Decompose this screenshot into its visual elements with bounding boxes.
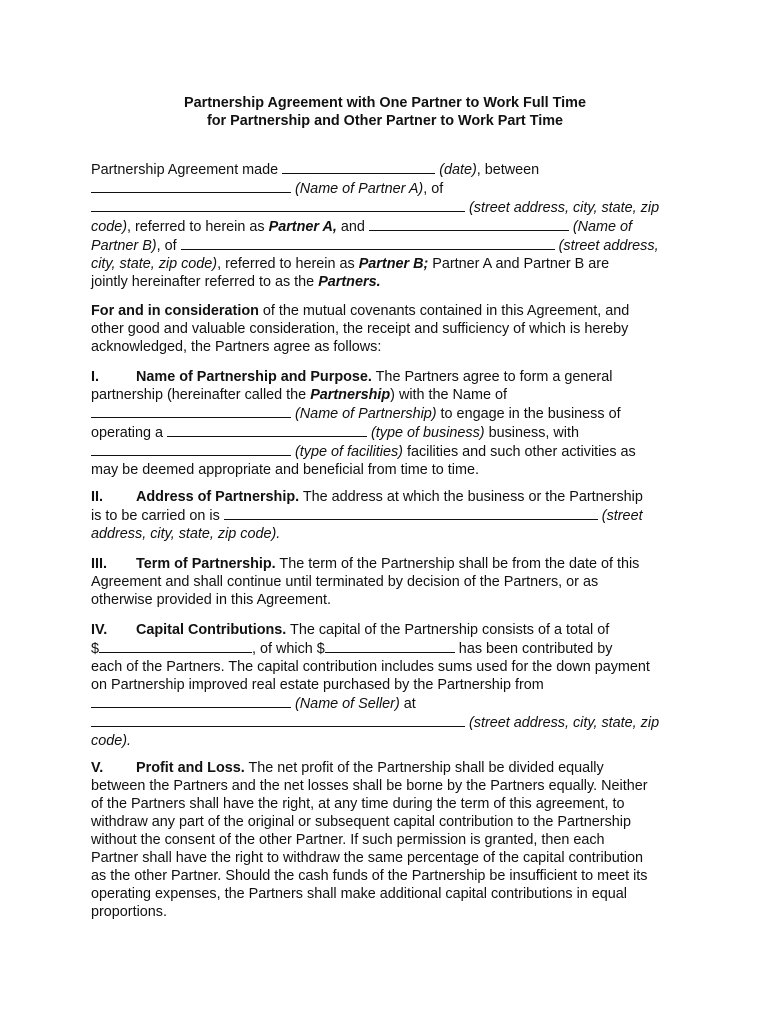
section-heading: Term of Partnership. [136,556,276,572]
partner-a-name-blank[interactable] [91,179,291,193]
business-address-label: address, city, state, zip code). [91,526,281,542]
consideration-lead: For and in consideration [91,303,259,319]
intro-text: , referred to herein as [127,219,269,235]
facilities-type-label: (type of facilities) [295,444,403,460]
document-title [0,94,770,130]
paragraph-text: between the Partners and the net losses shall be borne by the Partners equally. Neither [91,778,648,794]
seller-address-blank[interactable] [91,713,465,727]
paragraph-text: ) with the Name of [390,387,507,403]
paragraph-text: partnership (hereinafter called the [91,387,311,403]
section-number: IV. [91,622,108,638]
date-label: (date) [439,162,477,178]
intro-text: , of [156,238,181,254]
paragraph-text: operating expenses, the Partners shall make additional capital contributions in equal [91,886,627,902]
section-number: III. [91,556,107,572]
partner-a-address-blank[interactable] [91,198,465,212]
facilities-type-blank[interactable] [91,442,291,456]
paragraph-text: proportions. [91,904,167,920]
section-number: I. [91,369,99,385]
paragraph-text: of the Partners shall have the right, at any time during the term of this agreement, to [91,796,625,812]
paragraph-text: other good and valuable consideration, the receipt and sufficiency of which is hereby [91,321,629,337]
paragraph-text: The net profit of the Partnership shall be divided equally [244,760,604,776]
paragraph-text: Agreement and shall continue until terminated by decision of the Partners, or as [91,574,599,590]
dollar-sign: $ [91,641,100,657]
partner-a-term: Partner A, [268,219,337,235]
date-blank[interactable] [282,160,435,174]
paragraph-text: without the consent of the other Partner. If such permission is granted, then each [91,832,605,848]
paragraph-text: as the other Partner. Should the cash funds of the Partnership be insufficient to meet its [91,868,648,884]
seller-name-blank[interactable] [91,694,291,708]
section-heading: Capital Contributions. [136,622,287,638]
intro-paragraph [91,160,681,291]
partner-b-name-blank[interactable] [369,217,569,231]
consideration-paragraph [91,302,681,356]
paragraph-text: may be deemed appropriate and beneficial from time to time. [91,462,479,478]
section-4 [91,621,681,750]
contribution-amount-blank[interactable] [325,639,455,653]
paragraph-text: on Partnership improved real estate purchased by the Partnership from [91,677,544,693]
paragraph-text: each of the Partners. The capital contribution includes sums used for the down payment [91,659,650,675]
paragraph-text: The term of the Partnership shall be from the date of this [275,556,640,572]
partner-b-name-label: Partner B) [91,238,157,254]
intro-text: and [336,219,369,235]
partner-a-address-label: (street address, city, state, zip [469,200,660,216]
intro-text: Partnership Agreement made [91,162,283,178]
partnership-name-label: (Name of Partnership) [295,406,437,422]
section-number: II. [91,489,103,505]
intro-text: , between [476,162,540,178]
seller-name-label: (Name of Seller) [295,696,400,712]
section-heading: Name of Partnership and Purpose. [136,369,372,385]
seller-address-label: (street address, city, state, zip [469,715,660,731]
section-3 [91,555,681,609]
paragraph-text: has been contributed by [454,641,613,657]
section-1 [91,368,681,479]
section-heading: Profit and Loss. [136,760,245,776]
paragraph-text: is to be carried on is [91,508,224,524]
intro-text: , of [423,181,444,197]
section-5 [91,759,681,921]
partner-b-term: Partner B; [358,256,429,272]
section-2 [91,488,681,543]
paragraph-text: at [399,696,416,712]
paragraph-text: withdraw any part of the original or subsequent capital contribution to the Partnership [91,814,631,830]
paragraph-text: Partner shall have the right to withdraw the same percentage of the capital contribution [91,850,643,866]
partner-b-address-label: (street address, [558,238,659,254]
paragraph-text: of the mutual covenants contained in this Agreement, and [258,303,630,319]
partner-a-address-label: code) [91,219,127,235]
intro-text: Partner A and Partner B are [428,256,610,272]
business-type-label: (type of business) [371,425,485,441]
paragraph-text: operating a [91,425,168,441]
section-heading: Address of Partnership. [136,489,300,505]
partner-b-name-label: (Name of [572,219,633,235]
seller-address-label: code). [91,733,131,749]
partner-a-name-label: (Name of Partner A) [295,181,424,197]
title-line-1: Partnership Agreement with One Partner to Work Full Time [184,95,586,111]
business-address-label: (street [601,508,643,524]
partners-term: Partners. [318,274,381,290]
paragraph-text: to engage in the business of [436,406,621,422]
business-type-blank[interactable] [167,423,367,437]
paragraph-text: facilities and such other activities as [402,444,636,460]
paragraph-text: otherwise provided in this Agreement. [91,592,331,608]
total-capital-blank[interactable] [99,639,252,653]
partner-b-address-blank[interactable] [181,236,555,250]
paragraph-text: The Partners agree to form a general [371,369,613,385]
title-line-2: for Partnership and Other Partner to Work Part Time [206,113,564,129]
intro-text: , referred to herein as [217,256,359,272]
paragraph-text: business, with [484,425,579,441]
section-number: V. [91,760,104,776]
partnership-name-blank[interactable] [91,404,291,418]
paragraph-text: , of which $ [252,641,325,657]
partnership-term: Partnership [310,387,391,403]
partner-b-address-label: city, state, zip code) [91,256,218,272]
paragraph-text: The address at which the business or the Partnership [299,489,643,505]
business-address-blank[interactable] [224,506,598,520]
intro-text: jointly hereinafter referred to as the [91,274,319,290]
paragraph-text: The capital of the Partnership consists of a total of [286,622,610,638]
paragraph-text: acknowledged, the Partners agree as follows: [91,339,382,355]
